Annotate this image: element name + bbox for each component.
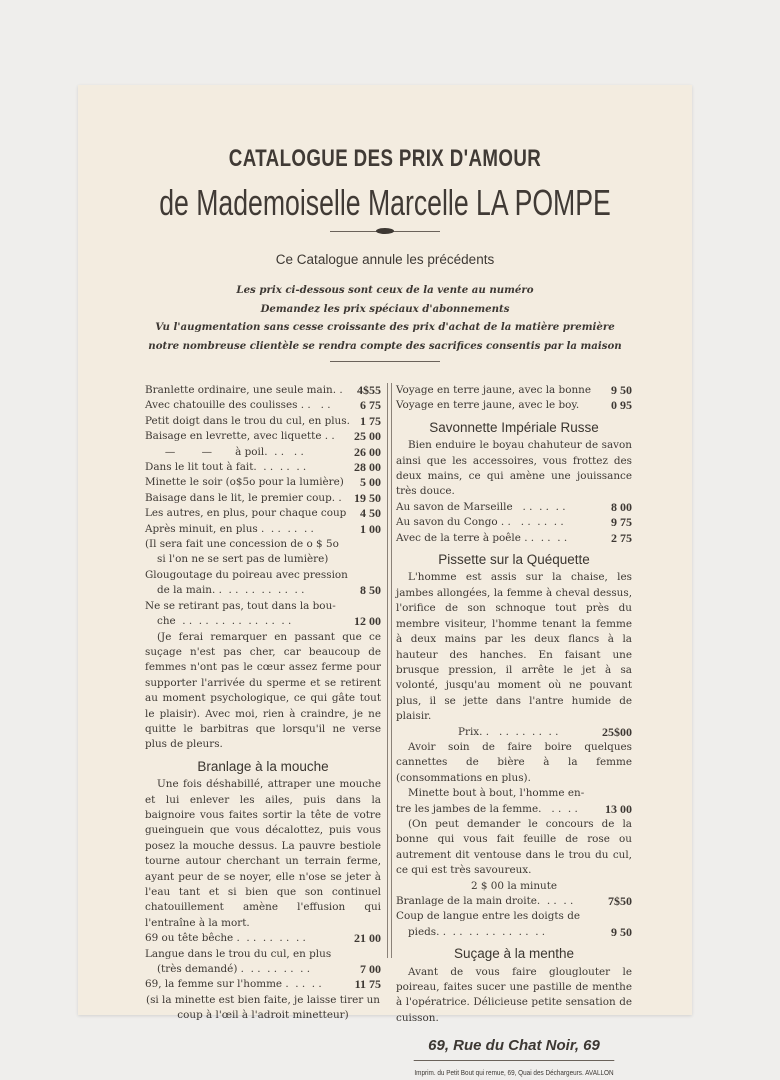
price-value: 9 75 — [611, 515, 632, 530]
text-paragraph: Glougoutage du poireau avec pression — [145, 568, 348, 581]
text-paragraph: Une fois déshabillé, attraper une mouche et lui enlever les ailes, puis dans la baignoire vous faites sortir la tête de votre gueinguein que vous décalottez, puis vous posez la mouche dessus. La pauvre bestiole tourne autour cherchant un terrain ferme, ayant peur de se noyer, elle n'ose se jeter à l'eau tant et si bien que son continuel chatouillement amène l'effusion qui l'entraîne à la mort. — [145, 778, 381, 929]
price-row — [396, 383, 632, 398]
price-value: 26 00 — [354, 444, 381, 459]
price-label: Au savon du Congo . . . . . . . . — [396, 516, 564, 529]
price-row — [145, 977, 381, 992]
price-row — [396, 500, 632, 515]
price-row — [396, 802, 632, 817]
price-label: che . . . . . . . . . . . . . . — [157, 615, 292, 628]
price-label: de la main. . . . . . . . . . . . — [157, 584, 305, 597]
price-value: 19 50 — [354, 490, 381, 505]
catalogue-title: CATALOGUE DES PRIX D'AMOUR — [228, 145, 542, 172]
left-column — [145, 383, 381, 1024]
price-label: tre les jambes de la femme. . . . . — [396, 802, 578, 815]
price-value: 1 00 — [360, 521, 381, 536]
price-value: 7 00 — [360, 962, 381, 977]
price-label: Voyage en terre jaune, avec le boy. — [396, 399, 580, 412]
printer-credit: Imprim. du Petit Bout qui remue, 69, Quai des Déchargeurs. AVALLON — [414, 1060, 615, 1080]
price-row — [145, 445, 381, 460]
price-label: Baisage en levrette, avec liquette . . — [145, 430, 335, 443]
text-paragraph: Langue dans le trou du cul, en plus — [145, 947, 332, 960]
price-label: Avec de la terre à poêle . . . . . . — [396, 531, 568, 544]
price-row — [145, 931, 381, 946]
price-value: 5 00 — [360, 475, 381, 490]
price-row — [396, 398, 632, 413]
divider — [330, 361, 440, 362]
price-label: 69, la femme sur l'homme . . . . . — [145, 978, 322, 991]
price-value: 21 00 — [354, 931, 381, 946]
price-label: Minette le soir (o$5o pour la lumière) — [145, 476, 344, 489]
ornament-icon — [376, 228, 394, 234]
price-label: Petit doigt dans le trou du cul, en plus. — [145, 414, 350, 427]
catalogue-sheet — [78, 85, 692, 1077]
price-value: 28 00 — [354, 460, 381, 475]
text-paragraph: si l'on ne se sert pas de lumière) — [157, 553, 329, 566]
price-row — [145, 614, 381, 629]
price-value: 13 00 — [605, 801, 632, 816]
price-value: 11 75 — [354, 977, 381, 992]
price-value: 25 00 — [354, 429, 381, 444]
price-row — [396, 725, 632, 740]
price-row — [396, 531, 632, 546]
price-row — [145, 398, 381, 413]
intro-text — [78, 281, 692, 355]
price-value: 25$00 — [602, 724, 632, 739]
text-paragraph: L'homme est assis sur la chaise, les jambes allongées, la femme à cheval dessus, l'orifice de son schnoque tout près du membre visiteur, l'homme tenant la femme à deux mains par les deux flancs à la hauteur des hanches. En faisant une brusque pression, il arrête le jet à sa volonté, jusqu'au moment où ne pouvant plus, il se jette dans l'antre humide de plaisir. — [396, 571, 632, 723]
price-row — [145, 522, 381, 537]
price-value: 8 00 — [611, 499, 632, 514]
price-value: 4$55 — [357, 383, 381, 397]
price-label: Avec chatouille des coulisses . . . . — [145, 399, 331, 412]
intro-line: Vu l'augmentation sans cesse croissante des prix d'achat de la matière première — [155, 321, 615, 333]
intro-line: Demandez les prix spéciaux d'abonnements — [260, 302, 510, 315]
column-divider — [387, 383, 392, 958]
price-value: 12 00 — [354, 614, 381, 629]
section-heading: Pissette sur la Quéquette — [438, 552, 590, 568]
price-value: 9 50 — [611, 924, 632, 939]
price-value: 6 75 — [360, 398, 381, 413]
notice: Ce Catalogue annule les précédents — [275, 252, 495, 267]
price-value: 7$50 — [608, 894, 632, 908]
price-label: Après minuit, en plus . . . . . . . — [145, 522, 314, 535]
intro-line: notre nombreuse clientèle se rendra compte des sacrifices consentis par la maison — [148, 339, 622, 352]
price-row — [145, 506, 381, 521]
price-row — [396, 925, 632, 940]
text-paragraph: Avant de vous faire glouglouter le poireau, faites sucer une pastille de menthe à l'opératrice. Délicieuse petite sensation de cuisson. — [396, 965, 632, 1024]
price-label: Au savon de Marseille . . . . . . — [396, 500, 566, 513]
text-paragraph: Coup de langue entre les doigts de — [396, 910, 580, 923]
ornament-divider — [330, 231, 440, 232]
price-value: 1 75 — [360, 413, 381, 428]
price-label: Les autres, en plus, pour chaque coup — [145, 507, 347, 520]
price-row — [145, 491, 381, 506]
price-row — [145, 583, 381, 598]
section-heading: Branlage à la mouche — [197, 758, 329, 774]
text-paragraph: (Il sera fait une concession de o $ 5o — [145, 538, 339, 551]
text-paragraph: (si la minette est bien faite, je laisse tirer un coup à l'œil à l'adroit minetteur) — [146, 993, 380, 1022]
price-label: Dans le lit tout à fait. . . . . . . — [145, 461, 307, 474]
price-row — [145, 429, 381, 444]
price-row — [145, 475, 381, 490]
catalogue-subtitle: de Mademoiselle Marcelle LA POMPE — [159, 182, 611, 223]
text-paragraph: (On peut demander le concours de la bonne qui vous fait feuille de rose ou autrement dit ventouse dans le trou du cul, ce qui est très savoureux. — [396, 817, 632, 877]
price-label: Prix. . . . . . . . . . — [458, 725, 559, 738]
price-label: Baisage dans le lit, le premier coup. . — [145, 491, 342, 504]
price-label: Branlage de la main droite. . . . . — [396, 895, 574, 907]
price-label: Branlette ordinaire, une seule main. . — [145, 384, 343, 396]
price-row — [145, 962, 381, 977]
text-paragraph: Bien enduire le boyau chahuteur de savon ainsi que les accessoires, vous frottez des deux mains, ce qui amène une jouissance très douce. — [396, 439, 632, 498]
price-label: Voyage en terre jaune, avec la bonne — [396, 384, 591, 396]
price-value: 8 50 — [360, 583, 381, 598]
price-row — [396, 894, 632, 909]
text-paragraph: Ne se retirant pas, tout dans la bou- — [145, 599, 336, 612]
price-value: 0 95 — [611, 398, 632, 413]
section-heading: Savonnette Impériale Russe — [429, 419, 599, 435]
address: 69, Rue du Chat Noir, 69 — [428, 1037, 600, 1055]
intro-line: Les prix ci-dessous sont ceux de la vente au numéro — [236, 284, 534, 296]
price-value: 9 50 — [611, 383, 632, 397]
text-paragraph: Avoir soin de faire boire quelques cannettes de bière à la femme (consommations en plus). — [396, 740, 632, 784]
price-label: (très demandé) . . . . . . . . . — [157, 963, 311, 976]
price-label: — — à poil. . . . . — [145, 445, 304, 458]
price-row — [396, 515, 632, 530]
price-label: 69 ou tête bêche . . . . . . . . . — [145, 932, 306, 945]
price-row — [145, 383, 381, 398]
text-paragraph: (Je ferai remarquer en passant que ce suçage n'est pas cher, car beaucoup de femmes n'ont pas le cœur assez ferme pour supporter l'arrivée du sperme et se retirent au moment psychologique, ce qui gâte tout le plaisir). Avec moi, rien à craindre, je ne quitte le barbitras que lorsqu'il ne verse plus de pleurs. — [145, 630, 381, 751]
text-paragraph: 2 $ 00 la minute — [470, 879, 558, 892]
right-column — [396, 383, 632, 1080]
price-label: pieds. . . . . . . . . . . . . . — [408, 925, 546, 938]
text-paragraph: Minette bout à bout, l'homme en- — [408, 787, 585, 800]
price-value: 2 75 — [611, 530, 632, 545]
price-row — [145, 414, 381, 429]
price-row — [145, 460, 381, 475]
price-value: 4 50 — [360, 506, 381, 521]
section-heading: Suçage à la menthe — [453, 946, 575, 962]
